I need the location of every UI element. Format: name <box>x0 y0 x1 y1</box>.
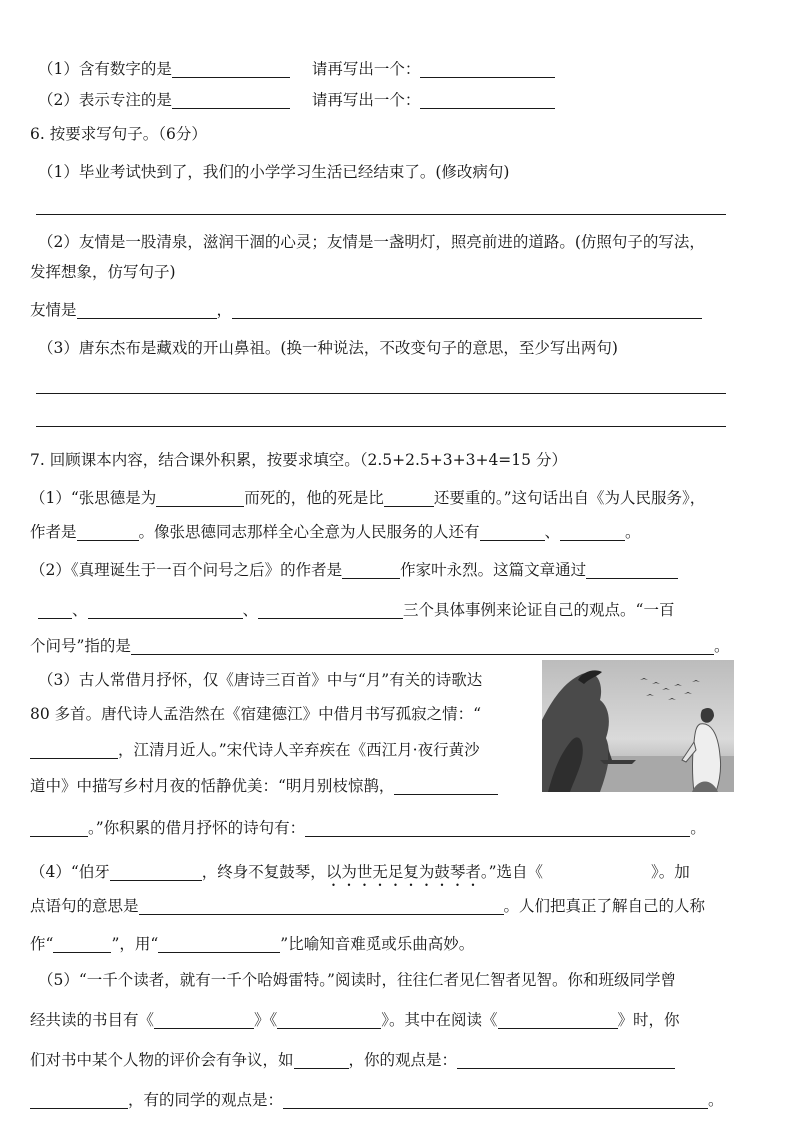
q7-2-text-a: （2）《真理诞生于一百个问号之后》的作者是 <box>30 561 343 579</box>
q6-part2-line2: 发挥想象，仿写句子) <box>30 263 176 281</box>
q6-part2-comma: ， <box>216 301 233 319</box>
q7-4-zhiyin-blank[interactable] <box>53 934 111 953</box>
q6-part3-answer-line-1[interactable] <box>36 393 726 394</box>
q7-5-book-blank-2[interactable] <box>277 1010 381 1029</box>
q7-2-line1 <box>30 556 768 584</box>
q5-line-1 <box>30 55 768 83</box>
q7-2-text-b: 作家叶永烈。这篇文章通过 <box>400 561 587 579</box>
q7-5-text-b: 》《 <box>254 1011 278 1029</box>
q7-2-nationality-blank[interactable] <box>342 560 400 579</box>
q7-2-example-blank-3[interactable] <box>258 600 403 619</box>
moon-poet-illustration <box>542 660 734 792</box>
q7-2-sep-1: 、 <box>72 601 88 619</box>
q7-5-book-blank-3[interactable] <box>498 1010 618 1029</box>
q7-5-text-c: 》。其中在阅读《 <box>381 1011 498 1029</box>
q7-3-own-poem-blank[interactable] <box>305 818 690 837</box>
q7-1-text-d: 作者是 <box>30 523 77 541</box>
q7-4-line2 <box>30 892 768 920</box>
q7-1-blank-2[interactable] <box>384 488 434 507</box>
q6-part2-start-label: 友情是 <box>30 301 77 319</box>
q7-5-text-g: ，有的同学的观点是： <box>128 1091 284 1109</box>
q7-3-line5 <box>30 814 768 842</box>
q6-part2-answer <box>30 296 768 324</box>
q7-1-line2 <box>30 518 768 546</box>
q5-1-answer-blank[interactable] <box>172 59 290 78</box>
q7-4-text-g: 作“ <box>30 935 54 953</box>
q7-4-text-d: 》。加 <box>651 863 690 881</box>
q7-4-text-f: 。人们把真正了解自己的人称 <box>503 897 706 915</box>
q7-3-end: 。 <box>690 819 706 837</box>
q7-title: 7. 回顾课本内容，结合课外积累，按要求填空。（2.5+2.5+3+3+4=15 分） <box>30 451 567 469</box>
q7-3-line4 <box>30 772 540 800</box>
q7-3-poem-blank-2[interactable] <box>394 776 498 795</box>
q7-4-blank-1[interactable] <box>110 862 202 881</box>
q7-1-text-b: 而死的，他的死是比 <box>244 489 384 507</box>
ink-painting-image <box>542 660 734 792</box>
q7-5-line3 <box>30 1046 768 1074</box>
q5-2-answer-blank[interactable] <box>172 90 290 109</box>
q7-4-text-h: ”，用“ <box>111 935 159 953</box>
q7-4-dotted-phrase: 以为世无足复为鼓琴者 <box>325 863 481 881</box>
q6-part2-blank-1[interactable] <box>77 300 217 319</box>
q7-3-text-l5: 。”你积累的借月抒怀的诗句有： <box>88 819 306 837</box>
q7-1-text-g: 。 <box>625 523 641 541</box>
q7-2-line2 <box>30 596 768 624</box>
q7-5-character-blank[interactable] <box>294 1050 349 1069</box>
q7-5-text-e: 们对书中某个人物的评价会有争议，如 <box>30 1051 294 1069</box>
q7-5-end: 。 <box>708 1091 724 1109</box>
q7-2-example-blank-1[interactable] <box>586 560 678 579</box>
q6-title: 6. 按要求写句子。（6分） <box>30 125 207 143</box>
q7-5-text-d: 》时，你 <box>617 1011 680 1029</box>
q7-3-line1: （3）古人常借月抒怀，仅《唐诗三百首》中与“月”有关的诗歌达 <box>38 671 483 689</box>
q7-1-line1 <box>30 484 768 512</box>
q6-part1-answer-line[interactable] <box>36 214 726 215</box>
q6-part1: （1）毕业考试快到了，我们的小学学习生活已经结束了。(修改病句) <box>38 163 510 181</box>
q6-part2-blank-2[interactable] <box>232 300 702 319</box>
q7-4-text-c: 。”选自《 <box>480 863 544 881</box>
q7-4-meaning-blank[interactable] <box>139 896 504 915</box>
q7-4-text-a: （4）“伯牙 <box>30 863 110 881</box>
q7-5-text-f: ，你的观点是： <box>348 1051 458 1069</box>
q7-1-text-e: 。像张思德同志那样全心全意为人民服务的人还有 <box>138 523 480 541</box>
q5-line-2 <box>30 86 768 114</box>
q7-5-line2 <box>30 1006 768 1034</box>
q7-4-line1 <box>30 858 768 886</box>
q5-2-more-blank[interactable] <box>420 90 555 109</box>
q7-1-blank-1[interactable] <box>156 488 244 507</box>
q7-4-text-e: 点语句的意思是 <box>30 897 139 915</box>
q7-2-example-blank-1b[interactable] <box>38 600 72 619</box>
q7-5-book-blank-1[interactable] <box>154 1010 254 1029</box>
q6-part3-answer-line-2[interactable] <box>36 426 726 427</box>
q7-1-person-blank-2[interactable] <box>560 522 625 541</box>
q7-2-end: 。 <box>713 637 730 655</box>
q7-3-poem-blank-1[interactable] <box>30 740 118 759</box>
q7-2-meaning-blank[interactable] <box>131 636 714 655</box>
q7-2-sep-2: 、 <box>242 601 259 619</box>
q7-5-my-view-blank-b[interactable] <box>30 1090 128 1109</box>
q7-2-text-c: 三个具体事例来论证自己的观点。“一百 <box>403 601 675 619</box>
q7-5-line1: （5）“一千个读者，就有一千个哈姆雷特。”阅读时，往往仁者见仁智者见智。你和班级同学曾 <box>38 971 676 989</box>
q6-part3: （3）唐东杰布是藏戏的开山鼻祖。(换一种说法，不改变句子的意思，至少写出两句) <box>38 339 618 357</box>
q7-3-line3 <box>30 736 540 764</box>
q7-1-author-blank[interactable] <box>77 522 139 541</box>
q7-1-person-blank-1[interactable] <box>480 522 545 541</box>
q7-5-other-view-blank[interactable] <box>283 1090 708 1109</box>
q7-5-my-view-blank[interactable] <box>457 1050 675 1069</box>
q7-2-text-d: 个问号”指的是 <box>30 637 131 655</box>
q5-1-more-blank[interactable] <box>420 59 555 78</box>
q7-4-text-i: ”比喻知音难觅或乐曲高妙。 <box>280 935 475 953</box>
q5-2-more-prompt: 请再写出一个： <box>311 91 421 109</box>
q7-2-line3 <box>30 632 768 660</box>
q7-4-text-b: ，终身不复鼓琴， <box>201 863 326 881</box>
q6-part2-line1: （2）友情是一股清泉，滋润干涸的心灵；友情是一盏明灯，照亮前进的道路。(仿照句子的写法， <box>38 233 705 251</box>
q5-1-more-prompt: 请再写出一个： <box>311 60 421 78</box>
q7-1-text-f: 、 <box>544 523 561 541</box>
q7-5-text-a: 经共读的书目有《 <box>30 1011 155 1029</box>
q7-4-line3 <box>30 930 768 958</box>
q7-5-line4 <box>30 1086 768 1114</box>
q5-1-prompt: （1）含有数字的是 <box>38 60 172 78</box>
q7-3-text-l3: ，江清月近人。”宋代诗人辛弃疾在《西江月·夜行黄沙 <box>118 741 480 759</box>
q7-1-text-c: 还要重的。”这句话出自《为人民服务》， <box>433 489 706 507</box>
q7-3-line2: 80 多首。唐代诗人孟浩然在《宿建德江》中借月书写孤寂之情：“ <box>30 705 482 723</box>
q7-3-poem-blank-2b[interactable] <box>30 818 88 837</box>
q7-2-example-blank-2[interactable] <box>88 600 243 619</box>
q5-2-prompt: （2）表示专注的是 <box>38 91 172 109</box>
q7-1-text-a: （1）“张思德是为 <box>30 489 157 507</box>
q7-3-text-l4: 道中》中描写乡村月夜的恬静优美：“明月别枝惊鹊， <box>30 777 395 795</box>
q7-4-idiom-blank[interactable] <box>158 934 280 953</box>
